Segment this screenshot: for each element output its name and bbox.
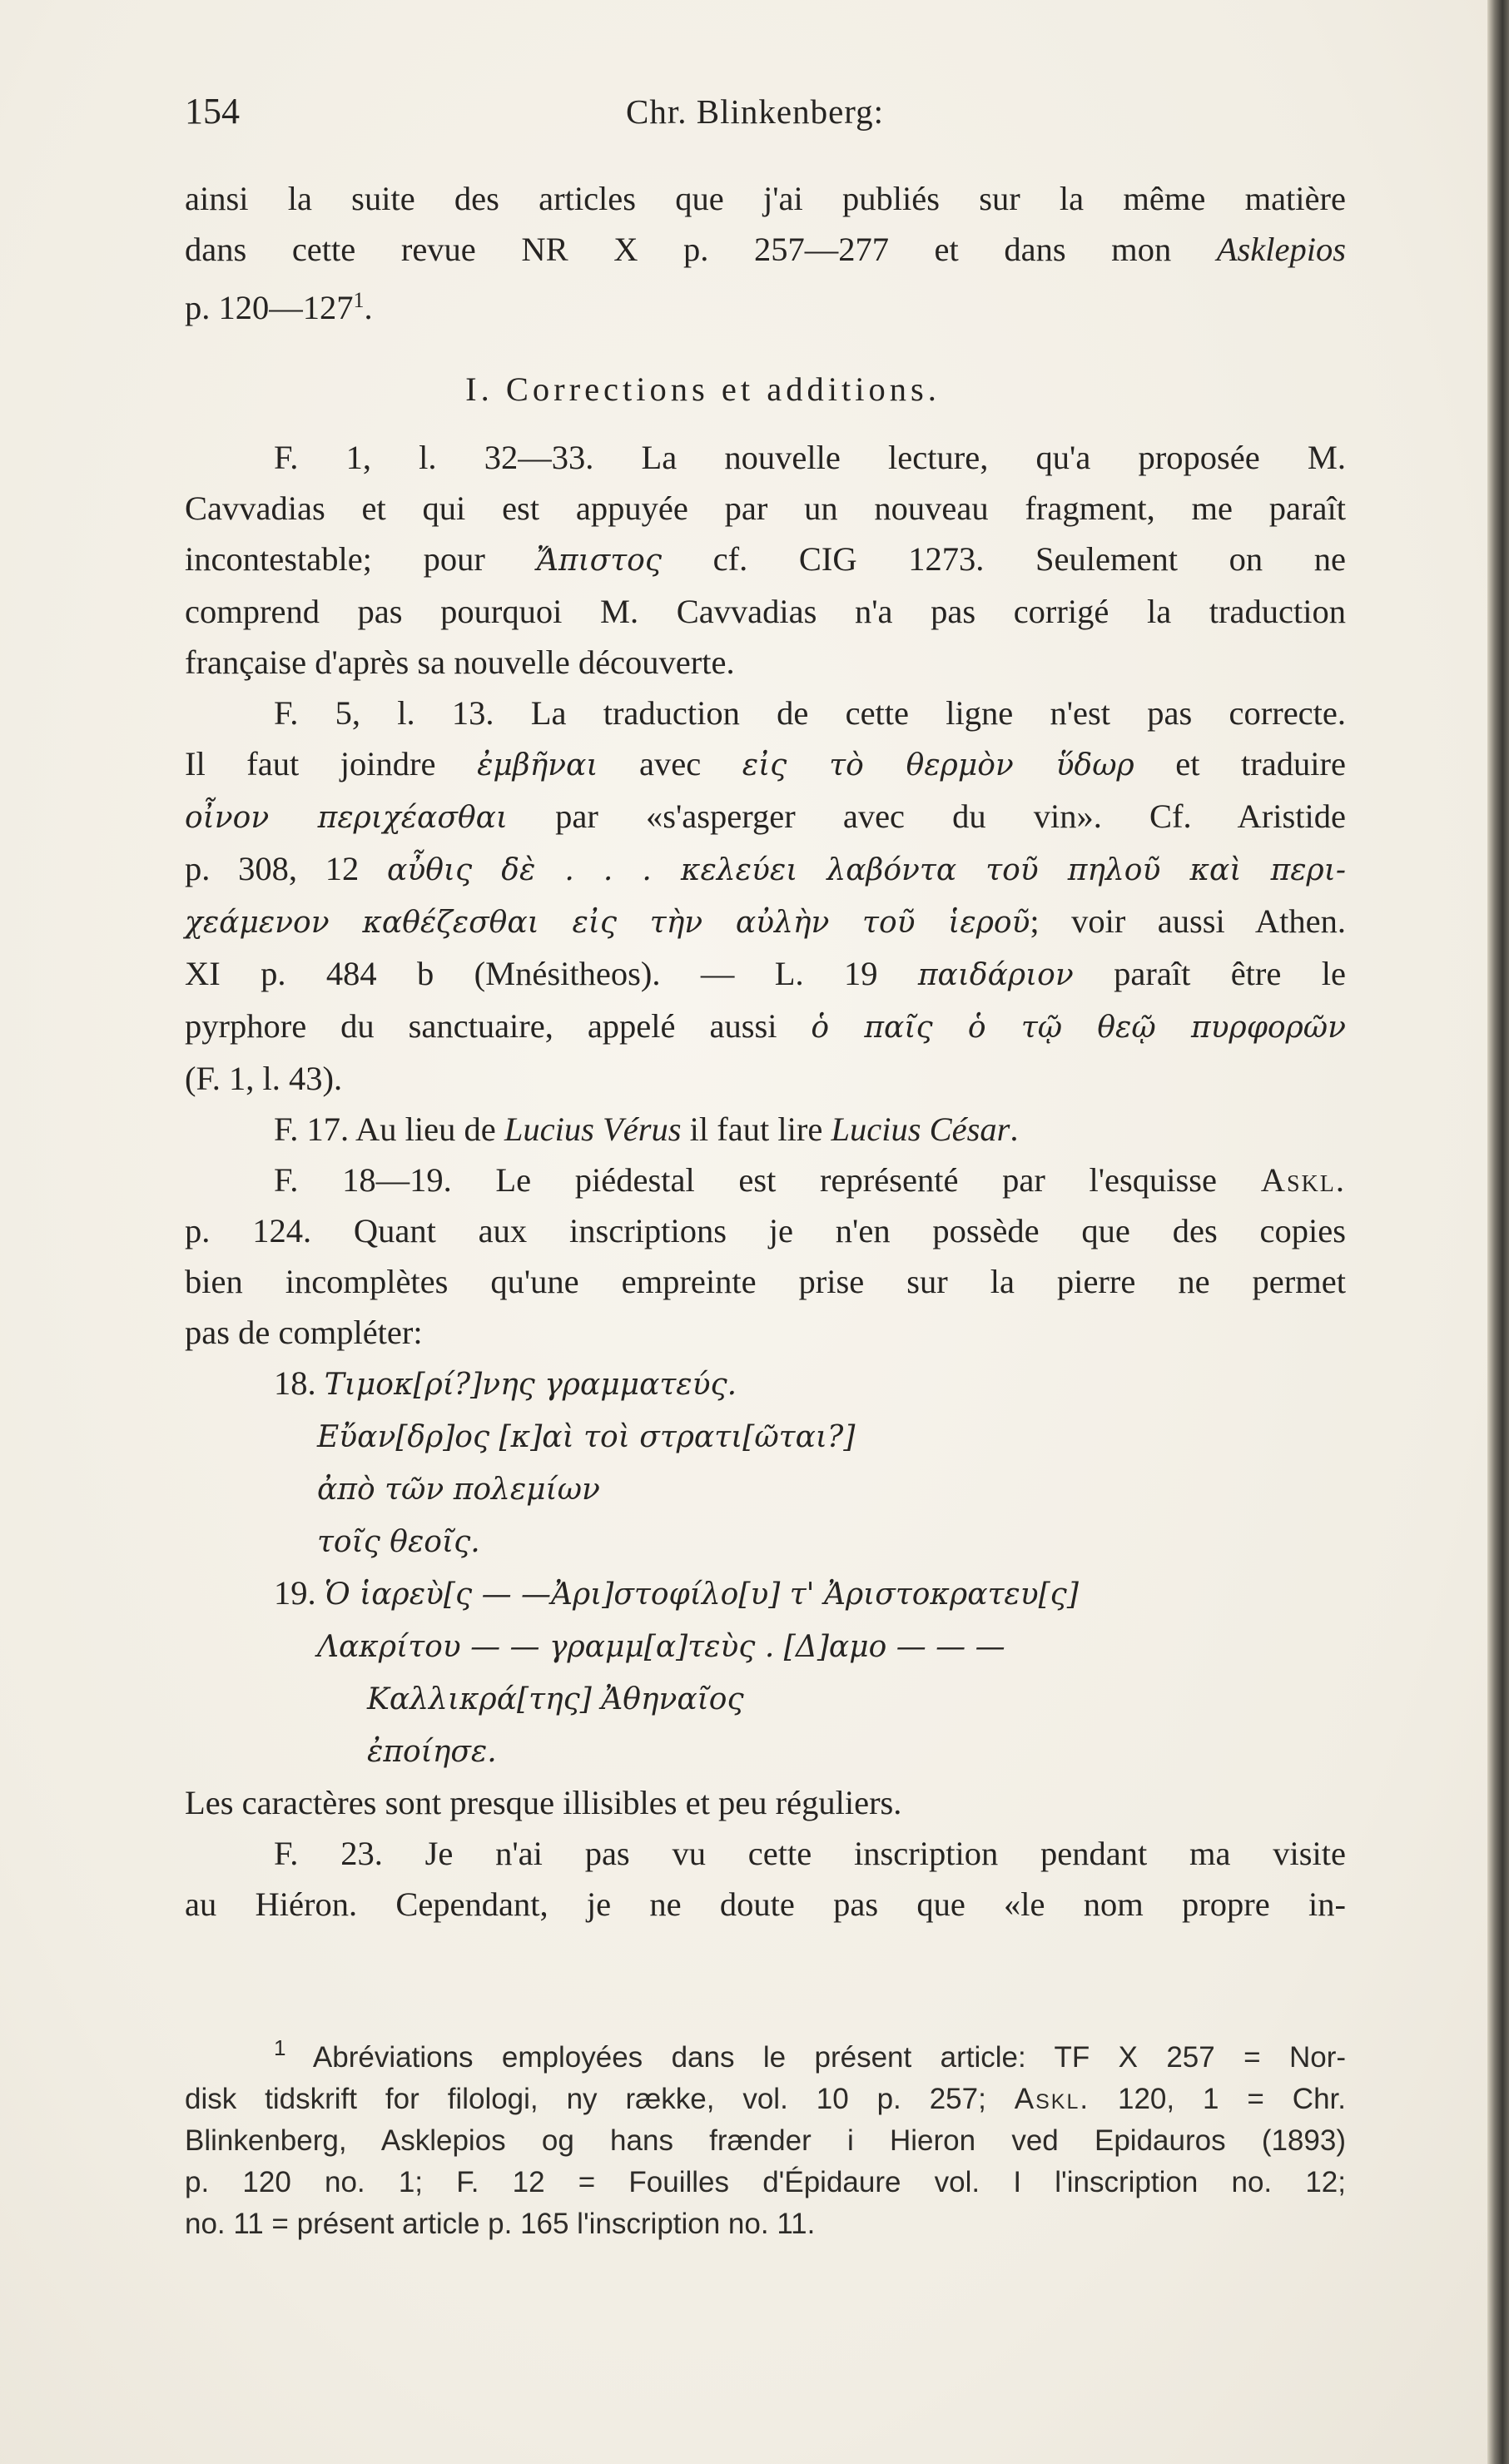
text-line: F. 5, l. 13. La traduction de cette ligne n'est pas correcte.	[274, 694, 1346, 732]
text-span: par «s'asperger avec du vin». Cf. Aristide	[508, 797, 1346, 835]
text-line	[185, 1001, 1346, 1053]
inscription-block	[185, 1358, 1346, 1777]
greek-text: Ἄπιστος	[536, 544, 662, 578]
greek-text: Λακρίτου — — γραμμ[α]τεὺς . [Δ]αμο — — —	[317, 1630, 1005, 1664]
paragraph-f5	[185, 688, 1346, 1104]
text-span: incontestable; pour	[185, 540, 537, 578]
footnote	[185, 2027, 1346, 2245]
footnote-line	[185, 2027, 1346, 2079]
text-line	[274, 1463, 1346, 1515]
greek-text: Καλλικρά[της] Ἀθηναῖος	[367, 1682, 744, 1716]
greek-text: παιδάριον	[917, 958, 1074, 992]
greek-text: οἶνον περιχέασθαι	[185, 801, 509, 835]
greek-text: ἐποίησε.	[367, 1735, 497, 1769]
text-line	[185, 738, 1346, 791]
text-line: au Hiéron. Cependant, je ne doute pas que «le nom propre in-	[185, 1885, 1346, 1923]
text-line: p. 124. Quant aux inscriptions je n'en possède que des copies	[185, 1212, 1346, 1249]
page-header	[185, 90, 1350, 140]
text-line	[185, 1104, 1346, 1155]
inscription-number: 19.	[274, 1574, 325, 1612]
main-text	[185, 173, 1346, 1930]
running-head: Chr. Blinkenberg:	[626, 92, 885, 131]
text-span: disk tidskrift for filologi, ny række, vol. 10 p. 257;	[185, 2083, 1015, 2115]
text-line: bien incomplètes qu'une empreinte prise sur la pierre ne permet	[185, 1263, 1346, 1300]
greek-text: ἐμβῆναι	[477, 748, 598, 782]
text-span: XI p. 484 b (Mnésitheos). — L. 19	[185, 955, 918, 992]
text-line	[185, 534, 1346, 586]
text-line: comprend pas pourquoi M. Cavvadias n'a pas corrigé la traduction	[185, 593, 1346, 630]
text-span: dans cette revue NR X p. 257—277 et dans mon	[185, 231, 1217, 268]
text-line	[185, 1155, 1346, 1205]
small-caps-abbr: Askl.	[1014, 2083, 1090, 2115]
text-line	[274, 1567, 1346, 1620]
text-line	[185, 896, 1346, 948]
paragraph-f1	[185, 432, 1346, 688]
greek-text: ὁ παῖς ὁ τῷ θεῷ πυρφορῶν	[811, 1011, 1346, 1045]
text-line: (F. 1, l. 43).	[185, 1060, 343, 1097]
text-span: .	[364, 289, 373, 326]
text-span: paraît être le	[1073, 955, 1346, 992]
paragraph-intro	[185, 173, 1346, 333]
text-span: Abréviations employées dans le présent article: TF X 257 = Nor-	[285, 2041, 1346, 2074]
text-line	[274, 1515, 1346, 1567]
text-line: Les caractères sont presque illisibles et peu réguliers.	[185, 1784, 902, 1821]
text-span: il faut lire	[681, 1110, 831, 1148]
small-caps-abbr: Askl.	[1260, 1161, 1346, 1199]
text-line	[185, 791, 1346, 843]
text-line	[185, 948, 1346, 1001]
inscription-18	[274, 1358, 1346, 1567]
text-span: F. 17. Au lieu de	[274, 1110, 504, 1148]
text-line	[274, 1358, 1346, 1410]
paragraph-f23	[185, 1828, 1346, 1930]
text-line: française d'après sa nouvelle découverte.	[185, 643, 735, 681]
footnote-mark: 1	[274, 2035, 286, 2060]
text-span: cf. CIG 1273. Seulement on ne	[661, 540, 1346, 578]
page-edge-shadow	[1487, 0, 1509, 2464]
greek-text: εἰς τὸ θερμὸν ὕδωρ	[742, 748, 1134, 782]
text-span: avec	[598, 745, 742, 782]
paragraph-f18-19	[185, 1155, 1346, 1358]
page-number: 154	[185, 91, 240, 132]
text-span: pyrphore du sanctuaire, appelé aussi	[185, 1007, 812, 1045]
paragraph-characters	[185, 1777, 1346, 1828]
text-line	[185, 224, 1346, 275]
text-line	[185, 275, 1346, 333]
greek-text: Τιμοκ[ρί?]νης γραμματεύς.	[324, 1368, 737, 1402]
asklepios-title: Asklepios	[1216, 231, 1346, 268]
text-line: F. 1, l. 32—33. La nouvelle lecture, qu'a proposée M.	[274, 439, 1346, 476]
text-line: Cavvadias et qui est appuyée par un nouveau fragment, me paraît	[185, 489, 1346, 527]
text-span: 120, 1 = Chr.	[1090, 2083, 1346, 2115]
text-span: et traduire	[1134, 745, 1346, 782]
inscription-number: 18.	[274, 1364, 325, 1402]
footnote-line: no. 11 = présent article p. 165 l'inscription no. 11.	[185, 2208, 816, 2240]
text-span: p. 120—127	[185, 289, 354, 326]
text-line: pas de compléter:	[185, 1314, 423, 1351]
greek-text: Εὔαν[δρ]ος [κ]αὶ τοὶ στρατι[ῶται?]	[317, 1420, 856, 1454]
text-line	[274, 1725, 1346, 1777]
text-line: ainsi la suite des articles que j'ai publiés sur la même matière	[185, 180, 1346, 217]
text-span: Il faut joindre	[185, 745, 478, 782]
greek-text: τοῖς θεοῖς.	[317, 1525, 480, 1559]
text-line	[185, 843, 1346, 896]
greek-text: Ὁ ἱαρεὺ[ς — —Ἀρι]στοφίλο[υ] τ' Ἀριστοκρατευ[ς]	[324, 1577, 1079, 1612]
text-span: .	[1010, 1110, 1019, 1148]
footnote-ref[interactable]: 1	[353, 288, 365, 312]
footnote-line	[185, 2079, 1346, 2120]
section-heading: I. Corrections et additions.	[465, 370, 941, 408]
text-line	[274, 1672, 1346, 1725]
text-line	[274, 1620, 1346, 1672]
greek-text: αὖθις δὲ . . . κελεύει λαβόντα τοῦ πηλοῦ καὶ περι-	[387, 853, 1346, 887]
text-line: F. 23. Je n'ai pas vu cette inscription pendant ma visite	[274, 1835, 1346, 1872]
footnote-line: p. 120 no. 1; F. 12 = Fouilles d'Épidaure vol. I l'inscription no. 12;	[185, 2166, 1346, 2198]
text-span: ; voir aussi Athen.	[1030, 902, 1346, 940]
italic-name: Lucius Vérus	[504, 1110, 682, 1148]
text-span: p. 308, 12	[185, 850, 388, 887]
footnote-line: Blinkenberg, Asklepios og hans frænder i Hieron ved Epidauros (1893)	[185, 2124, 1346, 2157]
text-span: F. 18—19. Le piédestal est représenté par l'esquisse	[274, 1161, 1261, 1199]
greek-text: ἀπὸ τῶν πολεμίων	[317, 1473, 600, 1507]
greek-text: χεάμενον καθέζεσθαι εἰς τὴν αὐλὴν τοῦ ἱεροῦ	[185, 906, 1030, 940]
paragraph-f17	[185, 1104, 1346, 1155]
text-line	[274, 1410, 1346, 1463]
italic-name: Lucius César	[831, 1110, 1010, 1148]
inscription-19	[274, 1567, 1346, 1777]
